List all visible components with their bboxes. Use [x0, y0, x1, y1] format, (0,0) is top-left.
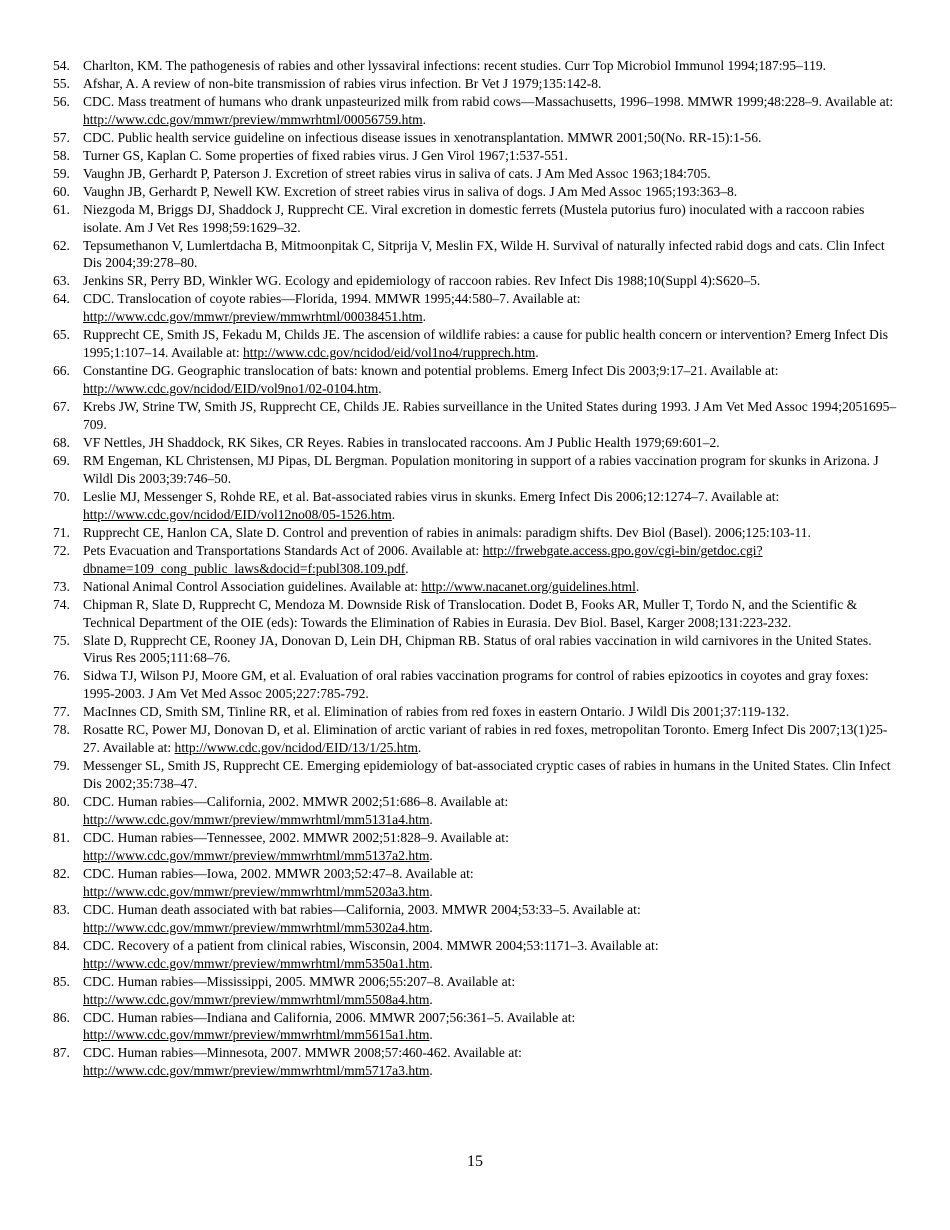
- reference-text: RM Engeman, KL Christensen, MJ Pipas, DL Bergman. Population monitoring in support of a rabies vaccination program for skunks in Arizona. J Wildl Dis 2003;39:746–50.: [83, 452, 879, 486]
- reference-item: [53, 865, 898, 901]
- reference-trailing-punct: .: [429, 812, 433, 828]
- reference-item: [53, 165, 898, 183]
- reference-item: [53, 183, 898, 201]
- reference-item: [53, 757, 898, 793]
- reference-item: [53, 524, 898, 542]
- reference-link[interactable]: http://www.cdc.gov/mmwr/preview/mmwrhtml/mm5508a4.htm: [83, 991, 430, 1007]
- reference-text: Jenkins SR, Perry BD, Winkler WG. Ecology and epidemiology of raccoon rabies. Rev Infect Dis 1988;10(Suppl 4):S620–5.: [83, 273, 761, 289]
- reference-text: Leslie MJ, Messenger S, Rohde RE, et al. Bat-associated rabies virus in skunks. Emerg Infect Dis 2006;12:1274–7. Available at:: [83, 488, 780, 504]
- reference-item: [53, 488, 898, 524]
- reference-item: [53, 434, 898, 452]
- reference-text: Pets Evacuation and Transportations Standards Act of 2006. Available at:: [83, 542, 483, 558]
- reference-number: 87.: [53, 1045, 70, 1061]
- reference-item: [53, 578, 898, 596]
- reference-item: [53, 937, 898, 973]
- reference-text: Vaughn JB, Gerhardt P, Newell KW. Excretion of street rabies virus in saliva of dogs. J Am Med Assoc 1965;193:363–8.: [83, 183, 738, 199]
- reference-number: 75.: [53, 632, 70, 648]
- reference-number: 61.: [53, 201, 70, 217]
- reference-item: [53, 57, 898, 75]
- reference-trailing-punct: .: [422, 309, 427, 325]
- reference-text: CDC. Translocation of coyote rabies—Florida, 1994. MMWR 1995;44:580–7. Available at:: [83, 291, 581, 307]
- reference-link[interactable]: http://www.cdc.gov/mmwr/preview/mmwrhtml/mm5137a2.htm: [83, 847, 430, 863]
- reference-text: Vaughn JB, Gerhardt P, Paterson J. Excretion of street rabies virus in saliva of cats. J Am Med Assoc 1963;184:705.: [83, 165, 711, 181]
- reference-number: 83.: [53, 901, 70, 917]
- reference-text: Charlton, KM. The pathogenesis of rabies and other lyssaviral infections: recent studies. Curr Top Microbiol Immunol 1994;187:95–119.: [83, 58, 827, 73]
- reference-link[interactable]: http://www.cdc.gov/mmwr/preview/mmwrhtml/mm5302a4.htm: [83, 919, 430, 935]
- reference-trailing-punct: .: [378, 381, 382, 397]
- reference-trailing-punct: .: [635, 578, 640, 594]
- reference-trailing-punct: .: [429, 919, 433, 935]
- reference-item: [53, 793, 898, 829]
- reference-number: 74.: [53, 596, 70, 612]
- reference-number: 85.: [53, 973, 70, 989]
- reference-list: [53, 57, 898, 1080]
- reference-item: [53, 272, 898, 290]
- reference-number: 79.: [53, 758, 70, 774]
- reference-item: [53, 973, 898, 1009]
- reference-number: 70.: [53, 488, 70, 504]
- reference-text: CDC. Human rabies—Tennessee, 2002. MMWR 2002;51:828–9. Available at:: [83, 829, 509, 845]
- reference-text: CDC. Recovery of a patient from clinical rabies, Wisconsin, 2004. MMWR 2004;53:1171–3. Available at:: [83, 937, 659, 953]
- reference-number: 55.: [53, 75, 70, 91]
- reference-item: [53, 75, 898, 93]
- reference-number: 58.: [53, 147, 70, 163]
- reference-item: [53, 201, 898, 237]
- reference-number: 84.: [53, 937, 70, 953]
- reference-text: CDC. Human death associated with bat rabies—California, 2003. MMWR 2004;53:33–5. Available at:: [83, 901, 641, 917]
- reference-item: [53, 703, 898, 721]
- reference-trailing-punct: .: [429, 847, 433, 863]
- reference-item: [53, 147, 898, 165]
- reference-item: [53, 129, 898, 147]
- reference-item: [53, 1009, 898, 1045]
- reference-number: 80.: [53, 794, 70, 810]
- reference-link[interactable]: http://www.cdc.gov/mmwr/preview/mmwrhtml/mm5615a1.htm: [83, 1027, 430, 1043]
- reference-item: [53, 632, 898, 668]
- reference-number: 72.: [53, 542, 70, 558]
- reference-link[interactable]: http://www.cdc.gov/ncidod/EID/vol12no08/05-1526.htm: [83, 506, 392, 522]
- reference-text: CDC. Human rabies—Minnesota, 2007. MMWR 2008;57:460-462. Available at:: [83, 1045, 522, 1061]
- reference-link[interactable]: http://www.cdc.gov/mmwr/preview/mmwrhtml/mm5717a3.htm: [83, 1063, 430, 1079]
- reference-item: [53, 326, 898, 362]
- reference-trailing-punct: .: [429, 955, 433, 971]
- reference-text: CDC. Mass treatment of humans who drank unpasteurized milk from rabid cows—Massachusetts, 1996–1998. MMWR 1999;48:228–9. Available at:: [83, 93, 894, 109]
- reference-text: Rupprecht CE, Smith JS, Fekadu M, Childs JE. The ascension of wildlife rabies: a cause for public health concern or intervention? Emerg Infect Dis 1995;1:107–14. Available at:: [83, 327, 888, 361]
- reference-link[interactable]: http://www.cdc.gov/mmwr/preview/mmwrhtml/mm5350a1.htm: [83, 955, 430, 971]
- reference-item: [53, 721, 898, 757]
- reference-number: 78.: [53, 722, 70, 738]
- reference-text: Afshar, A. A review of non-bite transmission of rabies virus infection. Br Vet J 1979;135:142-8.: [83, 75, 602, 91]
- reference-text: Chipman R, Slate D, Rupprecht C, Mendoza M. Downside Risk of Translocation. Dodet B, Fooks AR, Muller T, Tordo N, and the Scientific & Technical Department of the OIE (eds): Towards the Elimination of Rabies in Eurasia. Dev Biol. Basel, Karger 2008;131:223-232.: [83, 596, 858, 630]
- reference-item: [53, 452, 898, 488]
- reference-number: 60.: [53, 183, 70, 199]
- reference-trailing-punct: .: [535, 345, 539, 361]
- reference-link[interactable]: http://www.cdc.gov/ncidod/EID/vol9no1/02-0104.htm: [83, 381, 379, 397]
- reference-text: National Animal Control Association guidelines. Available at:: [83, 578, 422, 594]
- reference-item: [53, 362, 898, 398]
- reference-number: 68.: [53, 435, 70, 451]
- reference-number: 63.: [53, 273, 70, 289]
- reference-trailing-punct: .: [417, 740, 422, 756]
- reference-text: Constantine DG. Geographic translocation of bats: known and potential problems. Emerg Infect Dis 2003;9:17–21. Available at:: [83, 363, 779, 379]
- reference-trailing-punct: .: [429, 1063, 433, 1079]
- reference-item: [53, 596, 898, 632]
- reference-item: [53, 901, 898, 937]
- reference-number: 62.: [53, 237, 70, 253]
- reference-link[interactable]: http://www.cdc.gov/mmwr/preview/mmwrhtml/mm5203a3.htm: [83, 883, 430, 899]
- reference-link[interactable]: http://frwebgate.access.gpo.gov/cgi-bin/getdoc.cgi?dbname=109_cong_public_laws&docid=f:publ308.109.pdf: [83, 542, 763, 576]
- reference-link[interactable]: http://www.cdc.gov/mmwr/preview/mmwrhtml/mm5131a4.htm: [83, 812, 430, 828]
- reference-link[interactable]: http://www.cdc.gov/ncidod/eid/vol1no4/rupprech.htm: [243, 345, 536, 361]
- reference-number: 69.: [53, 452, 70, 468]
- reference-text: Turner GS, Kaplan C. Some properties of fixed rabies virus. J Gen Virol 1967;1:537-551.: [83, 147, 568, 163]
- reference-trailing-punct: .: [405, 560, 409, 576]
- reference-text: Messenger SL, Smith JS, Rupprecht CE. Emerging epidemiology of bat-associated cryptic cases of rabies in humans in the United States. Clin Infect Dis 2002;35:738–47.: [83, 758, 891, 792]
- reference-text: Slate D, Rupprecht CE, Rooney JA, Donovan D, Lein DH, Chipman RB. Status of oral rabies vaccination in wild carnivores in the United States. Virus Res 2005;111:68–76.: [83, 632, 872, 666]
- reference-text: Rosatte RC, Power MJ, Donovan D, et al. Elimination of arctic variant of rabies in red foxes, metropolitan Toronto. Emerg Infect Dis 2007;13(1)25-27. Available at:: [83, 722, 888, 756]
- reference-link[interactable]: http://www.cdc.gov/mmwr/preview/mmwrhtml/00038451.htm: [83, 309, 423, 325]
- reference-number: 76.: [53, 668, 70, 684]
- reference-number: 66.: [53, 363, 70, 379]
- reference-item: [53, 93, 898, 129]
- reference-text: VF Nettles, JH Shaddock, RK Sikes, CR Reyes. Rabies in translocated raccoons. Am J Public Health 1979;69:601–2.: [83, 435, 720, 451]
- reference-item: [53, 290, 898, 326]
- reference-number: 59.: [53, 165, 70, 181]
- reference-item: [53, 1044, 898, 1080]
- reference-number: 86.: [53, 1009, 70, 1025]
- reference-number: 81.: [53, 829, 70, 845]
- reference-text: CDC. Public health service guideline on infectious disease issues in xenotransplantation. MMWR 2001;50(No. RR-15):1-56.: [83, 129, 762, 145]
- reference-link[interactable]: http://www.nacanet.org/guidelines.html: [421, 578, 636, 594]
- reference-text: Krebs JW, Strine TW, Smith JS, Rupprecht CE, Childs JE. Rabies surveillance in the United States during 1993. J Am Vet Med Assoc 1994;2051695–709.: [83, 399, 897, 433]
- reference-item: [53, 829, 898, 865]
- page-number: 15: [467, 1153, 483, 1170]
- reference-link[interactable]: http://www.cdc.gov/ncidod/EID/13/1/25.htm: [174, 740, 418, 756]
- reference-text: Rupprecht CE, Hanlon CA, Slate D. Control and prevention of rabies in animals: paradigm shifts. Dev Biol (Basel). 2006;125:103-11.: [83, 524, 811, 540]
- reference-number: 73.: [53, 578, 70, 594]
- reference-number: 77.: [53, 704, 70, 720]
- reference-trailing-punct: .: [429, 883, 433, 899]
- reference-trailing-punct: .: [429, 1027, 433, 1043]
- reference-trailing-punct: .: [391, 506, 396, 522]
- reference-number: 56.: [53, 93, 70, 109]
- reference-item: [53, 667, 898, 703]
- reference-number: 82.: [53, 865, 70, 881]
- reference-item: [53, 237, 898, 273]
- reference-number: 54.: [53, 58, 70, 73]
- reference-text: CDC. Human rabies—Iowa, 2002. MMWR 2003;52:47–8. Available at:: [83, 865, 474, 881]
- reference-text: Niezgoda M, Briggs DJ, Shaddock J, Rupprecht CE. Viral excretion in domestic ferrets (Mustela putorius furo) inoculated with a raccoon rabies isolate. Am J Vet Res 1998;59:1629–32.: [83, 201, 865, 235]
- reference-text: CDC. Human rabies—California, 2002. MMWR 2002;51:686–8. Available at:: [83, 794, 509, 810]
- reference-text: MacInnes CD, Smith SM, Tinline RR, et al. Elimination of rabies from red foxes in eastern Ontario. J Wildl Dis 2001;37:119-132.: [83, 704, 790, 720]
- reference-text: Tepsumethanon V, Lumlertdacha B, Mitmoonpitak C, Sitprija V, Meslin FX, Wilde H. Survival of naturally infected rabid dogs and cats. Clin Infect Dis 2004;39:278–80.: [83, 237, 885, 271]
- reference-item: [53, 398, 898, 434]
- reference-text: CDC. Human rabies—Mississippi, 2005. MMWR 2006;55:207–8. Available at:: [83, 973, 516, 989]
- reference-trailing-punct: .: [422, 111, 427, 127]
- reference-number: 67.: [53, 399, 70, 415]
- reference-text: CDC. Human rabies—Indiana and California, 2006. MMWR 2007;56:361–5. Available at:: [83, 1009, 576, 1025]
- reference-item: [53, 542, 898, 578]
- reference-trailing-punct: .: [429, 991, 433, 1007]
- reference-number: 71.: [53, 524, 70, 540]
- reference-link[interactable]: http://www.cdc.gov/mmwr/preview/mmwrhtml/00056759.htm: [83, 111, 423, 127]
- reference-number: 57.: [53, 129, 70, 145]
- reference-text: Sidwa TJ, Wilson PJ, Moore GM, et al. Evaluation of oral rabies vaccination programs for control of rabies epizootics in coyotes and gray foxes: 1995-2003. J Am Vet Med Assoc 2005;227:785-792.: [83, 668, 869, 702]
- reference-number: 65.: [53, 327, 70, 343]
- reference-number: 64.: [53, 291, 70, 307]
